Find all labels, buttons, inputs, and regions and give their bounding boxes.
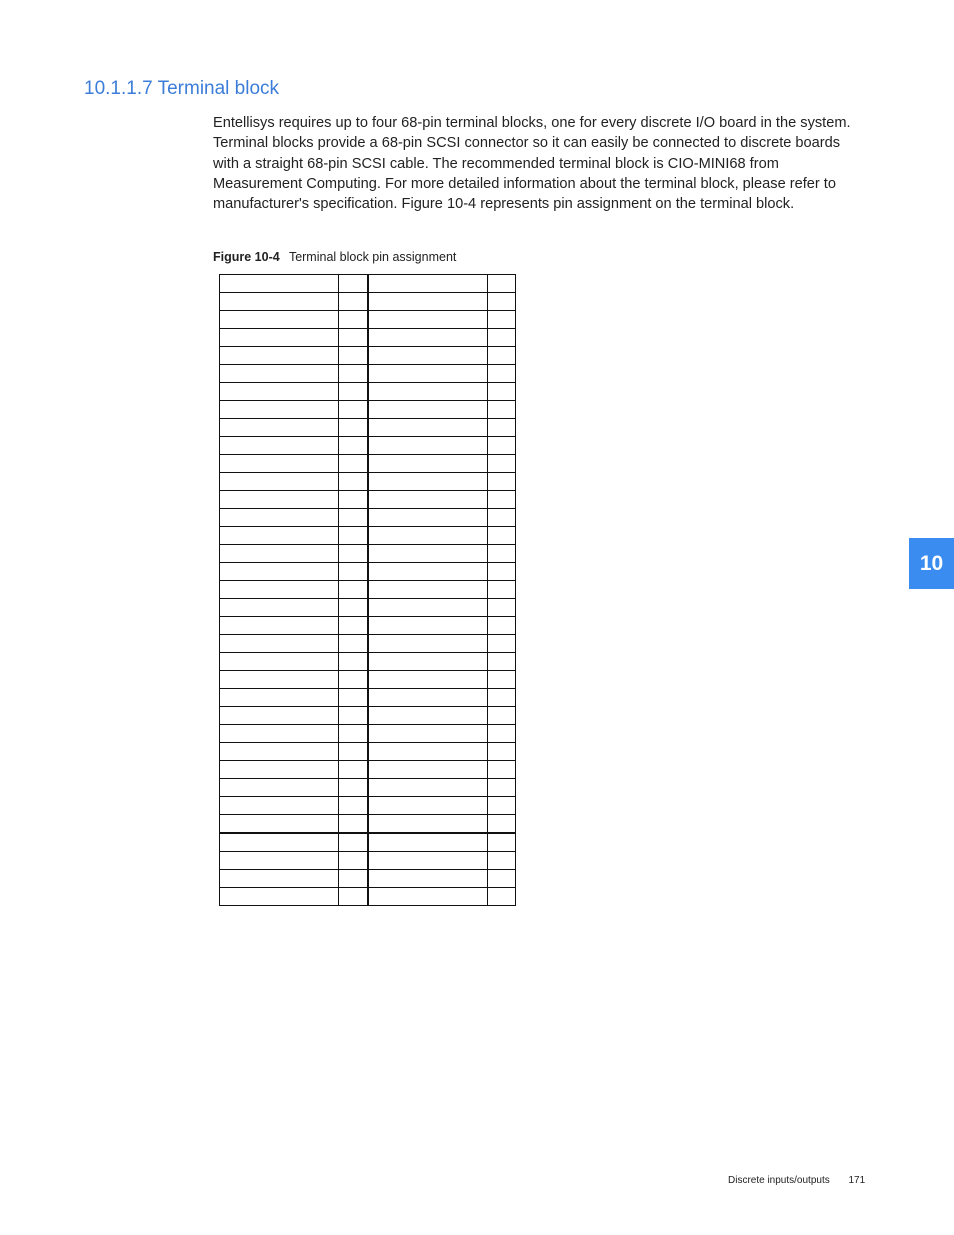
table-cell [368,888,488,906]
table-row [220,779,516,797]
table-cell [488,671,516,689]
table-row [220,617,516,635]
table-row [220,509,516,527]
figure-caption [213,250,456,264]
table-cell [220,725,339,743]
table-cell [220,707,339,725]
table-cell [368,509,488,527]
table-cell [368,635,488,653]
table-cell [488,491,516,509]
table-row [220,852,516,870]
table-row [220,653,516,671]
table-cell [368,707,488,725]
table-cell [339,725,369,743]
table-cell [339,419,369,437]
table-row [220,311,516,329]
table-cell [220,888,339,906]
section-heading: 10.1.1.7 Terminal block [84,78,280,99]
table-row [220,527,516,545]
table-cell [368,293,488,311]
table-cell [368,563,488,581]
table-cell [488,689,516,707]
table-cell [488,527,516,545]
table-cell [339,455,369,473]
table-cell [220,653,339,671]
table-cell [220,473,339,491]
pin-assignment-table [219,274,516,906]
table-cell [488,311,516,329]
table-cell [488,473,516,491]
table-cell [368,401,488,419]
table-cell [220,815,339,834]
table-cell [368,275,488,293]
table-cell [339,563,369,581]
table-cell [220,870,339,888]
table-row [220,635,516,653]
table-cell [220,455,339,473]
table-cell [488,455,516,473]
table-cell [368,725,488,743]
table-cell [368,383,488,401]
table-cell [488,815,516,834]
table-cell [339,347,369,365]
table-cell [220,329,339,347]
table-cell [488,888,516,906]
table-row [220,815,516,834]
table-cell [368,311,488,329]
table-cell [339,815,369,834]
table-cell [488,581,516,599]
table-cell [220,401,339,419]
table-cell [488,617,516,635]
table-cell [488,761,516,779]
table-cell [488,437,516,455]
table-cell [488,833,516,852]
table-cell [220,509,339,527]
table-cell [339,545,369,563]
table-cell [220,581,339,599]
table-cell [220,671,339,689]
table-cell [339,311,369,329]
table-cell [368,455,488,473]
table-cell [339,797,369,815]
table-cell [220,689,339,707]
table-cell [339,779,369,797]
table-cell [368,833,488,852]
table-cell [220,491,339,509]
table-row [220,545,516,563]
table-row [220,707,516,725]
table-row [220,599,516,617]
table-cell [220,833,339,852]
table-cell [488,852,516,870]
table-cell [339,599,369,617]
table-cell [220,599,339,617]
table-cell [220,635,339,653]
table-cell [220,383,339,401]
table-row [220,725,516,743]
table-row [220,455,516,473]
table-cell [368,329,488,347]
table-row [220,833,516,852]
table-cell [488,383,516,401]
figure-number: Figure 10-4 [213,250,280,264]
table-cell [220,347,339,365]
table-cell [368,797,488,815]
table-cell [368,365,488,383]
table-row [220,473,516,491]
table-cell [368,437,488,455]
table-cell [488,347,516,365]
table-cell [488,599,516,617]
table-cell [220,545,339,563]
table-cell [488,797,516,815]
table-cell [368,617,488,635]
table-cell [339,527,369,545]
table-cell [488,653,516,671]
figure-title: Terminal block pin assignment [288,250,457,264]
table-cell [220,563,339,581]
table-cell [339,275,369,293]
table-cell [368,815,488,834]
table-row [220,743,516,761]
table-cell [339,852,369,870]
table-row [220,888,516,906]
table-cell [339,888,369,906]
table-cell [220,293,339,311]
table-row [220,275,516,293]
table-cell [220,779,339,797]
table-cell [488,635,516,653]
table-cell [488,329,516,347]
table-row [220,870,516,888]
table-cell [220,852,339,870]
table-cell [220,437,339,455]
table-cell [368,743,488,761]
table-cell [339,581,369,599]
footer-section: Discrete inputs/outputs [728,1175,830,1186]
table-cell [368,779,488,797]
table-row [220,383,516,401]
table-cell [339,870,369,888]
table-cell [339,671,369,689]
table-cell [488,707,516,725]
table-cell [488,275,516,293]
table-cell [220,617,339,635]
table-cell [368,545,488,563]
table-cell [368,527,488,545]
table-cell [488,509,516,527]
table-row [220,797,516,815]
table-cell [368,671,488,689]
table-row [220,581,516,599]
table-row [220,671,516,689]
table-cell [220,743,339,761]
table-cell [220,365,339,383]
table-cell [488,419,516,437]
table-cell [339,365,369,383]
table-cell [220,527,339,545]
table-cell [339,437,369,455]
table-cell [339,491,369,509]
page-number: 171 [848,1175,866,1186]
table-cell [488,870,516,888]
table-cell [488,779,516,797]
table-cell [488,365,516,383]
table-cell [488,293,516,311]
table-row [220,689,516,707]
table-cell [339,689,369,707]
table-cell [339,707,369,725]
table-cell [339,509,369,527]
table-row [220,293,516,311]
table-cell [368,419,488,437]
table-cell [339,473,369,491]
table-cell [339,635,369,653]
table-cell [220,275,339,293]
table-cell [368,491,488,509]
table-row [220,401,516,419]
table-cell [488,563,516,581]
table-cell [339,293,369,311]
table-cell [220,797,339,815]
table-cell [368,870,488,888]
table-cell [339,653,369,671]
table-cell [220,761,339,779]
table-row [220,761,516,779]
table-cell [488,743,516,761]
table-cell [368,653,488,671]
table-row [220,329,516,347]
table-cell [339,761,369,779]
page-footer [728,1175,865,1186]
table-cell [368,347,488,365]
table-row [220,563,516,581]
table-row [220,365,516,383]
table-row [220,437,516,455]
table-cell [488,725,516,743]
table-cell [368,852,488,870]
table-row [220,347,516,365]
table-cell [220,311,339,329]
table-cell [488,545,516,563]
table-cell [339,743,369,761]
table-cell [368,761,488,779]
table-cell [220,419,339,437]
table-row [220,491,516,509]
table-cell [368,599,488,617]
table-cell [368,581,488,599]
table-cell [339,401,369,419]
table-cell [488,401,516,419]
table-row [220,419,516,437]
table-cell [339,383,369,401]
table-cell [368,473,488,491]
table-cell [368,689,488,707]
chapter-tab[interactable]: 10 [909,538,954,589]
table-cell [339,833,369,852]
table-cell [339,617,369,635]
body-paragraph: Entellisys requires up to four 68-pin terminal blocks, one for every discrete I/O board in the system. Terminal blocks provide a 68-pin SCSI connector so it can easily be connected to discrete boards with a straight 68-pin SCSI cable. The recommended terminal block is CIO-MINI68 from Measurement Computing. For more detailed information about the terminal block, please refer to manufacturer's specification. Figure 10-4 represents pin assignment on the terminal block. [213,115,851,213]
table-cell [339,329,369,347]
